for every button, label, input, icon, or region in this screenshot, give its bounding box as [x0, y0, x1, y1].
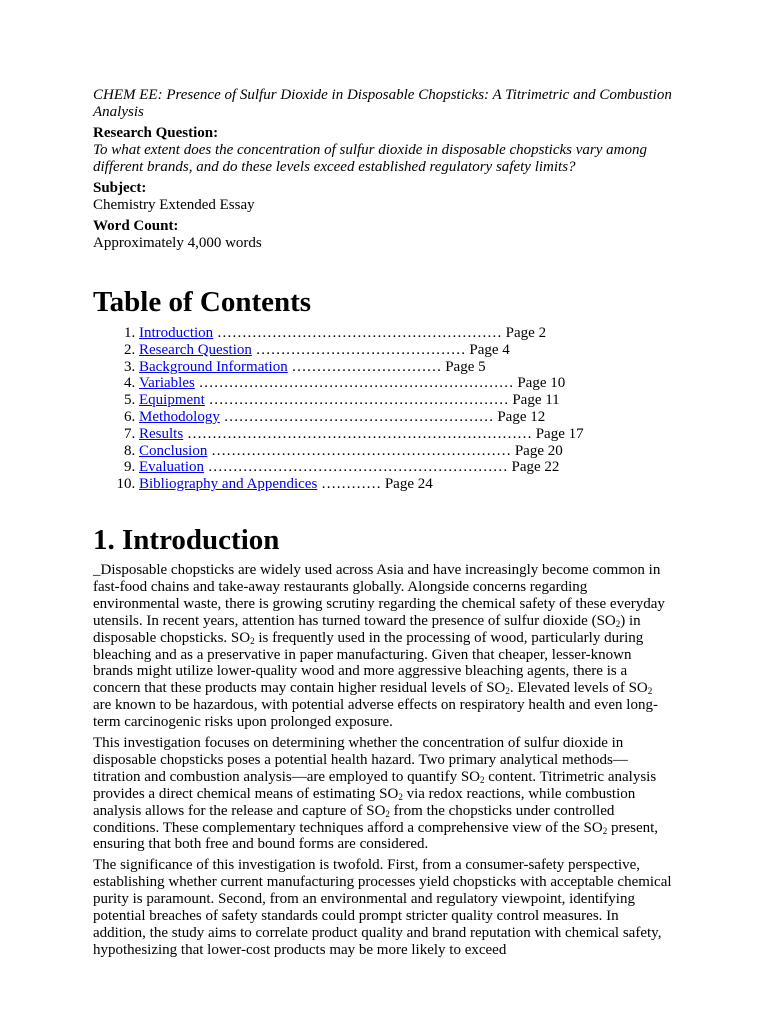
toc-link-variables[interactable]: Variables [139, 375, 195, 392]
toc-page: Page 2 [505, 325, 547, 341]
toc-leader: …………………………………………………… [207, 459, 508, 476]
toc-link-equipment[interactable]: Equipment [139, 392, 205, 409]
research-question-label: Research Question: [93, 125, 219, 141]
introduction-heading: 1. Introduction [93, 523, 280, 556]
subscript: 2 [480, 774, 485, 785]
table-of-contents [93, 325, 673, 493]
subject-value: Chemistry Extended Essay [93, 197, 255, 213]
toc-leader: …………………………………………………… [211, 442, 512, 459]
subscript: 2 [398, 791, 403, 802]
toc-link-results[interactable]: Results [139, 425, 184, 442]
toc-item [139, 476, 673, 493]
subscript: 2 [250, 635, 255, 646]
toc-link-research-question[interactable]: Research Question [139, 341, 252, 358]
document-page [93, 87, 673, 963]
intro-paragraph-1 [93, 562, 673, 731]
toc-item [139, 459, 673, 476]
toc-page: Page 20 [514, 442, 563, 459]
toc-leader: …………………………………… [255, 341, 466, 358]
toc-leader: …………………………………………………… [208, 392, 509, 409]
toc-page: Page 11 [512, 392, 560, 409]
text-run: via redox reactions, while combustion analysis allows for the release and capture of SO [93, 785, 636, 819]
toc-page: Page 10 [517, 375, 566, 392]
toc-link-conclusion[interactable]: Conclusion [139, 442, 208, 459]
toc-page: Page 4 [469, 341, 510, 358]
toc-leader: ………………………………………………… [216, 325, 502, 341]
subscript: 2 [615, 618, 621, 629]
toc-page: Page 5 [445, 358, 486, 375]
text-run: . Elevated levels of SO [509, 680, 648, 697]
toc-page: Page 17 [535, 425, 584, 442]
toc-item [139, 359, 673, 376]
toc-item [139, 392, 673, 409]
toc-page: Page 22 [511, 459, 560, 476]
word-count-label: Word Count: [93, 218, 179, 234]
word-count-value: Approximately 4,000 words [93, 235, 262, 251]
text-run: is frequently used in the processing of wood, particularly during bleaching and as a preservative in paper manufacturing. Given that cheaper, lesser-known brands might utilize lower-quality wood and more aggressive bleaching agents, there is a concern that these products may contain higher residual levels of SO [93, 629, 644, 697]
intro-paragraph-3: The significance of this investigation is twofold. First, from a consumer-safety perspective, establishing whether current manufacturing processes yield chopsticks with acceptable chemical purity is paramount. Second, from an environmental and regulatory viewpoint, identifying potential breaches of safety standards could prompt stricter quality control measures. In addition, the study aims to correlate product quality and brand reputation with chemical safety, hypothesizing that lower-cost products may be more likely to exceed [93, 857, 672, 958]
subject-label: Subject: [93, 180, 147, 196]
toc-heading: Table of Contents [93, 286, 312, 318]
text-run: are known to be hazardous, with potential adverse effects on respiratory health and even long-term carcinogenic risks upon prolonged exposure. [93, 697, 658, 731]
toc-page: Page 24 [384, 476, 433, 493]
toc-leader: …………………………………………………………… [186, 425, 532, 442]
text-run: content. Titrimetric analysis provides a direct chemical means of estimating SO [93, 768, 657, 802]
research-question-text: To what extent does the concentration of sulfur dioxide in disposable chopsticks vary among different brands, and do these levels exceed established regulatory safety limits? [93, 142, 647, 175]
toc-item [139, 375, 673, 392]
toc-link-background-information[interactable]: Background Information [139, 358, 288, 375]
toc-link-introduction[interactable]: Introduction [139, 325, 214, 341]
subscript: 2 [505, 686, 510, 697]
toc-link-evaluation[interactable]: Evaluation [139, 459, 204, 476]
text-run: _Disposable chopsticks are widely used across Asia and have increasingly become common in fast-food chains and take-away restaurants globally. Alongside concerns regarding environmental waste, there is growing scrutiny regarding the chemical safety of these everyday utensils. In recent years, attention has turned toward the presence of sulfur dioxide (SO [93, 561, 665, 629]
intro-paragraph-2 [93, 735, 673, 853]
text-run: ) in disposable chopsticks. SO [93, 612, 641, 646]
essay-title: CHEM EE: Presence of Sulfur Dioxide in Disposable Chopsticks: A Titrimetric and Combustion Analysis [93, 87, 672, 120]
toc-item [139, 342, 673, 359]
toc-item [139, 325, 673, 342]
text-run: This investigation focuses on determining whether the concentration of sulfur dioxide in disposable chopsticks poses a potential health hazard. Two primary analytical methods—titration and combustion analysis—are employed to quantify SO [93, 735, 628, 785]
text-run: from the chopsticks under controlled conditions. These complementary techniques afford a comprehensive view of the SO [93, 802, 615, 836]
toc-page: Page 12 [497, 408, 546, 425]
toc-leader: ……………………………………………… [223, 408, 494, 425]
toc-link-bibliography[interactable]: Bibliography and Appendices [139, 476, 318, 493]
subscript: 2 [602, 825, 608, 836]
text-run: present, ensuring that both free and bound forms are considered. [93, 819, 659, 853]
toc-leader: ………… [321, 476, 382, 493]
subscript: 2 [647, 686, 653, 697]
subscript: 2 [385, 808, 390, 819]
toc-item [139, 443, 673, 460]
toc-link-methodology[interactable]: Methodology [139, 408, 220, 425]
toc-item [139, 409, 673, 426]
toc-leader: ………………………… [291, 358, 442, 375]
toc-leader: ……………………………………………………… [198, 375, 514, 392]
toc-item [139, 426, 673, 443]
